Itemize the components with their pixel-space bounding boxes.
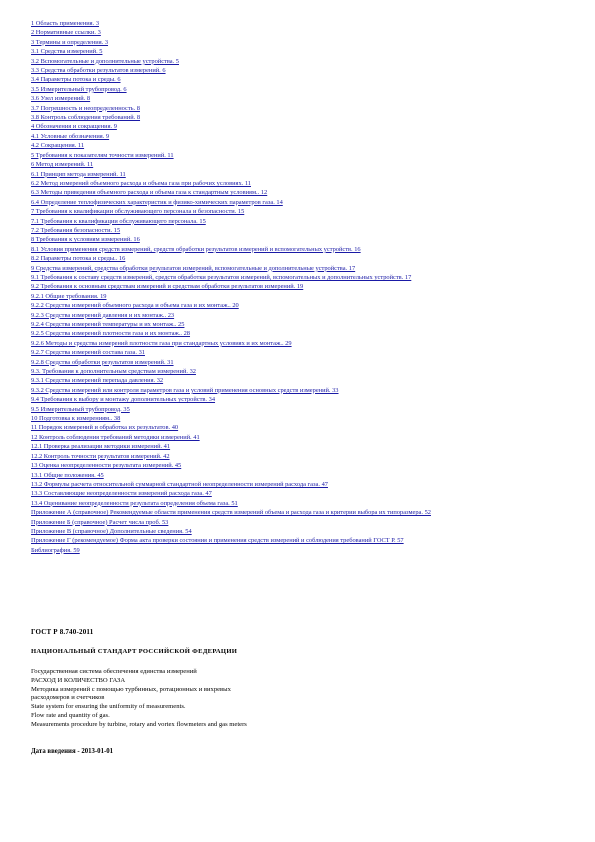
document-code: ГОСТ Р 8.740-2011	[31, 628, 94, 636]
toc-link[interactable]: 3.3 Средства обработки результатов измерений. 6	[31, 67, 166, 75]
toc-link[interactable]: Приложение В (справочное) Дополнительные сведения. 54	[31, 527, 192, 535]
toc-link[interactable]: Приложение А (справочное) Рекомендуемые области применения средств измерений объема и расхода газа и критерии выбора их типоразмера. 52	[31, 509, 431, 517]
toc-link[interactable]: 3.6 Узел измерений. 8	[31, 95, 91, 103]
toc-link[interactable]: 9 Средства измерений, средства обработки результатов измерений, вспомогательные и дополнительные устройства. 17	[31, 264, 356, 272]
toc-link[interactable]: 9.2.6 Методы и средства измерений плотности газа при стандартных условиях и их монтаж.. 29	[31, 339, 292, 347]
toc-link[interactable]: Приложение Б (справочное) Расчет числа проб. 53	[31, 518, 169, 526]
toc-link[interactable]: 13 Оценка неопределенности результата измерений. 45	[31, 462, 182, 470]
toc-link[interactable]: 6.4 Определение теплофизических характеристик и физико-химических параметров газа. 14	[31, 198, 283, 206]
toc-link[interactable]: 9.3. Требования к дополнительным средствам измерений. 32	[31, 368, 196, 376]
toc-link[interactable]: 9.2.5 Средства измерений плотности газа и их монтаж.. 28	[31, 330, 191, 338]
toc-link[interactable]: 13.3 Составляющие неопределенности измерений расхода газа. 47	[31, 490, 212, 498]
standard-heading: НАЦИОНАЛЬНЫЙ СТАНДАРТ РОССИЙСКОЙ ФЕДЕРАЦИИ	[31, 648, 238, 655]
toc-link[interactable]: 4.1 Условные обозначения. 9	[31, 132, 110, 140]
toc-link[interactable]: 9.5 Измерительный трубопровод. 35	[31, 405, 130, 413]
title-line: Государственная система обеспечения единства измерений	[31, 668, 197, 675]
toc-link[interactable]: 6 Метод измерений. 11	[31, 161, 94, 169]
toc-link[interactable]: 7 Требования к квалификации обслуживающего персонала и безопасности. 15	[31, 208, 245, 216]
toc-link[interactable]: 8.1 Условия применения средств измерений, средств обработки результатов измерений и вспомогательных устройств. 16	[31, 245, 361, 253]
toc-link[interactable]: 9.4 Требования к выбору и монтажу дополнительных устройств. 34	[31, 396, 216, 404]
table-of-contents	[31, 19, 571, 555]
toc-link[interactable]: 8 Требования к условиям измерений. 16	[31, 236, 140, 244]
toc-link[interactable]: 1 Область применения. 3	[31, 20, 100, 27]
toc-link[interactable]: 6.2 Метод измерений объемного расхода и объема газа при рабочих условиях. 11	[31, 179, 251, 187]
title-line: Measurements procedure by turbine, rotary and vortex flowmeters and gas meters	[31, 720, 247, 728]
toc-link[interactable]: Приложение Г (рекомендуемое) Форма акта проверки состояния и применения средств измерений и соблюдения требований ГОСТ Р. 57	[31, 537, 404, 545]
toc-link[interactable]: 9.3.2 Средства измерений или контроля параметров газа и условий применения основных средств измерений. 33	[31, 386, 339, 394]
toc-link[interactable]: 9.2.3 Средства измерений давления и их монтаж.. 23	[31, 311, 175, 319]
toc-link[interactable]: 2 Нормативные ссылки. 3	[31, 29, 101, 37]
toc-link[interactable]: 9.2.8 Средства обработки результатов измерений. 31	[31, 358, 174, 366]
toc-link[interactable]: 9.2 Требования к основным средствам измерений и средствам обработки результатов измерений. 19	[31, 283, 304, 291]
toc-link[interactable]: 7.2 Требования безопасности. 15	[31, 226, 121, 234]
toc-link[interactable]: 13.2 Формулы расчета относительной суммарной стандартной неопределенности измерений расхода газа. 47	[31, 480, 328, 488]
toc-link[interactable]: 6.3 Методы приведения объемного расхода и объема газа к стандартным условиям.. 12	[31, 189, 268, 197]
title-line: Flow rate and quantity of gas.	[31, 711, 110, 719]
toc-link[interactable]: 4.2 Сокращения. 11	[31, 142, 85, 150]
toc-link[interactable]: 13.4 Оценивание неопределенности результата определения объема газа. 51	[31, 499, 238, 507]
toc-link[interactable]: 3.8 Контроль соблюдения требований. 8	[31, 114, 141, 122]
toc-link[interactable]: 9.2.7 Средства измерений состава газа. 31	[31, 349, 145, 357]
document-title-block	[31, 668, 551, 730]
toc-link[interactable]: 9.2.1 Общие требования. 19	[31, 292, 107, 300]
toc-link[interactable]: 4 Обозначения и сокращения. 9	[31, 123, 117, 131]
toc-link[interactable]: 3.4 Параметры потока и среды. 6	[31, 76, 121, 84]
title-line: Методика измерений с помощью турбинных, ротационных и вихревых	[31, 685, 231, 693]
toc-link[interactable]: 9.3.1 Средства измерений перепада давления. 32	[31, 377, 164, 385]
toc-link[interactable]: Библиография. 59	[31, 546, 80, 554]
title-line: РАСХОД И КОЛИЧЕСТВО ГАЗА	[31, 676, 126, 684]
title-line: расходомеров и счетчиков	[31, 694, 105, 702]
toc-link[interactable]: 8.2 Параметры потока и среды.. 16	[31, 255, 126, 263]
toc-link[interactable]: 3.5 Измерительный трубопровод. 6	[31, 85, 127, 93]
toc-link[interactable]: 11 Порядок измерений и обработка их результатов. 40	[31, 424, 179, 432]
toc-link[interactable]: 3.1 Средства измерений. 5	[31, 48, 103, 56]
toc-link[interactable]: 9.2.4 Средства измерений температуры и их монтаж.. 25	[31, 321, 185, 328]
toc-link[interactable]: 12.2 Контроль точности результатов измерений. 42	[31, 452, 170, 460]
toc-link[interactable]: 12 Контроль соблюдения требований методики измерений. 41	[31, 433, 200, 441]
toc-link[interactable]: 7.1 Требования к квалификации обслуживающего персонала. 15	[31, 217, 206, 225]
toc-link[interactable]: 10 Подготовка к измерениям.. 38	[31, 415, 121, 423]
toc-link[interactable]: 9.1 Требования к составу средств измерений, средств обработки результатов измерений, вспомогательных и дополнительных устройств. 17	[31, 273, 412, 281]
title-line: State system for ensuring the uniformity of measurements.	[31, 703, 186, 711]
toc-link[interactable]: 5 Требования к показателям точности измерений. 11	[31, 151, 174, 159]
introduction-date: Дата введения - 2013-01-01	[31, 748, 114, 755]
toc-link[interactable]: 3.2 Вспомогательные и дополнительные устройства. 5	[31, 57, 179, 65]
toc-link[interactable]: 9.2.2 Средства измерений объемного расхода и объема газа и их монтаж.. 20	[31, 302, 239, 310]
toc-link[interactable]: 3.7 Погрешность и неопределенность. 8	[31, 104, 140, 112]
toc-link[interactable]: 13.1 Общие положения. 45	[31, 471, 104, 479]
toc-link[interactable]: 3 Термины и определения. 3	[31, 38, 109, 46]
toc-link[interactable]: 6.1 Принцип метода измерений. 11	[31, 170, 126, 178]
toc-link[interactable]: 12.1 Проверка реализации методики измерений. 41	[31, 443, 171, 451]
